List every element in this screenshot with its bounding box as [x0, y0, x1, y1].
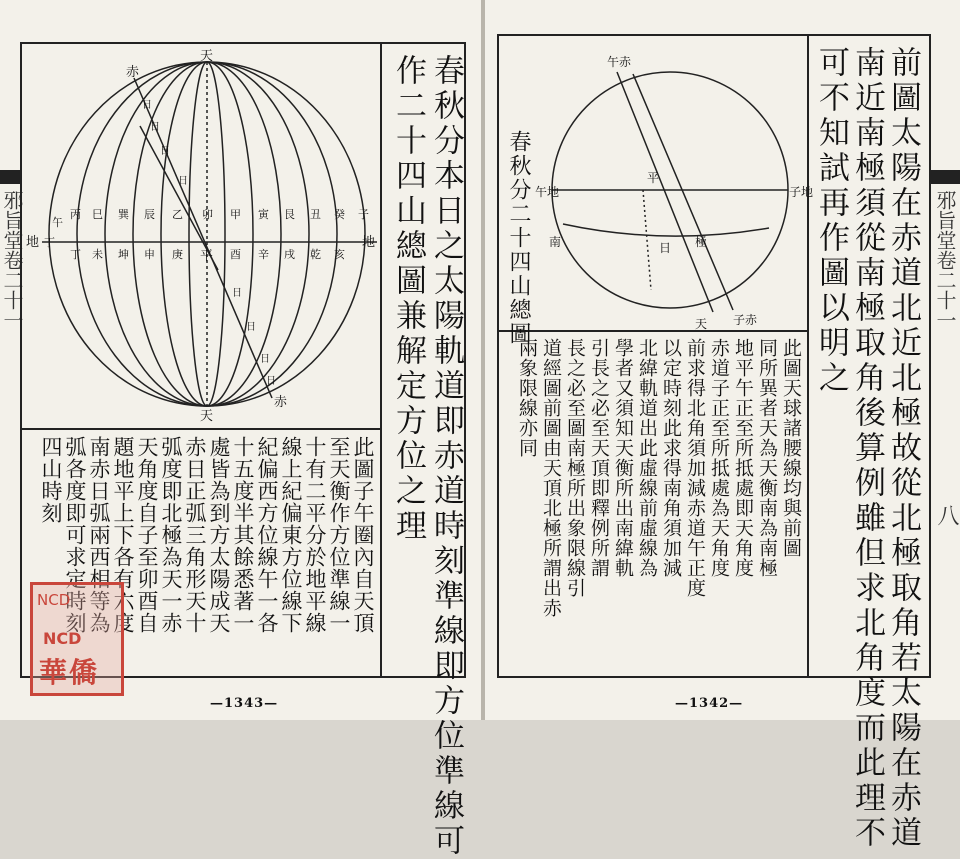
right-page-number: —1342— — [675, 696, 744, 711]
svg-text:乙: 乙 — [172, 208, 183, 221]
svg-text:辰: 辰 — [144, 208, 155, 221]
svg-text:丁: 丁 — [70, 248, 81, 261]
svg-text:日: 日 — [266, 376, 276, 387]
diag-bottom: 天 — [695, 317, 708, 331]
left-margin-tab: 邪旨堂卷二十一 — [0, 190, 24, 330]
diag-sun: 日 — [659, 241, 672, 255]
right-title-col-2: 南近南極須從南極取角後算例雖但求北角度而此理不 — [849, 46, 885, 851]
diag-lower-right: 極 — [695, 235, 708, 249]
meridian-4 — [161, 62, 253, 406]
svg-text:癸: 癸 — [334, 208, 345, 221]
svg-text:日: 日 — [160, 146, 170, 157]
right-page: 邪旨堂卷二十一 八 前圖太陽在赤道北近北極故從北極取角若太陽在赤道 南近南極須從南極取角後算例雖但求北角度而此理不 可不知試再作圖以明之 春秋分二十四山總圖 午赤 午地 子地 平 日 子赤 天 極 南 此圖天球諸腰線均與前圖 同所異者天為天衡南為南極 地平午正至所抵處即天角度 赤道子正至所抵處為天角度 前求得北角須加減赤道午正度 以定時刻此求得南角須加減 北緯軌道出此虛線前虛線為 學者又須知天衡所出南緯軌 引長之必至天頂即釋例所謂 長之必至圖南極所出象限線引 道經圖前圖由天頂北極所謂出赤 兩象限線亦同 —1342— — [485, 0, 960, 720]
svg-text:丙: 丙 — [70, 208, 81, 221]
diag-left-low: 南 — [549, 235, 562, 249]
svg-text:日: 日 — [142, 100, 152, 111]
right-circle-diagram — [535, 40, 814, 331]
meridian-2 — [105, 62, 309, 406]
diag-label-bottom: 天 — [200, 409, 214, 424]
diag-center: 平 — [647, 171, 660, 185]
right-margin-page: 八 — [934, 504, 959, 526]
meridian-3 — [133, 62, 281, 406]
svg-text:坤: 坤 — [118, 248, 129, 261]
svg-text:日: 日 — [246, 322, 256, 333]
watermark-stamp: NCD NCD 華僑 — [30, 582, 124, 696]
right-title-col-1: 前圖太陽在赤道北近北極故從北極取角若太陽在赤道 — [885, 46, 921, 851]
svg-text:巳: 巳 — [92, 208, 103, 221]
diag-label-end: 赤 — [274, 395, 288, 410]
svg-text:子: 子 — [358, 208, 369, 221]
svg-text:卯: 卯 — [202, 208, 213, 221]
svg-text:丑: 丑 — [310, 208, 321, 221]
left-globe-diagram — [22, 46, 382, 426]
diag-label-top: 天 — [200, 49, 214, 64]
svg-text:未: 未 — [92, 248, 103, 261]
svg-text:艮: 艮 — [284, 208, 295, 221]
diag-left: 午地 — [535, 185, 560, 199]
meridian-1 — [77, 62, 337, 406]
ecliptic-arc — [563, 224, 769, 236]
left-title-col-2: 作二十四山總圖兼解定方位之理 — [390, 54, 426, 544]
svg-text:日: 日 — [232, 288, 242, 299]
right-col-divider — [807, 34, 809, 678]
svg-text:巽: 巽 — [118, 208, 129, 221]
right-margin-tab: 邪旨堂卷二十一 — [933, 190, 957, 330]
diag-label-center: 平 — [200, 249, 214, 264]
diag-right: 子地 — [789, 185, 814, 199]
svg-text:辛: 辛 — [258, 248, 269, 261]
svg-text:丁: 丁 — [44, 236, 55, 249]
right-diagram-caption: 春秋分二十四山總圖 — [506, 130, 531, 346]
left-page-number: —1343— — [210, 696, 279, 711]
right-margin-bar — [931, 170, 960, 184]
svg-text:日: 日 — [150, 122, 160, 133]
svg-text:日: 日 — [178, 176, 188, 187]
svg-text:日: 日 — [260, 354, 270, 365]
left-inner-divider — [20, 428, 380, 430]
globe-outline — [49, 62, 365, 406]
left-margin-bar — [0, 170, 22, 184]
right-title-col-3: 可不知試再作圖以明之 — [813, 46, 849, 396]
svg-text:午: 午 — [52, 216, 63, 229]
axis-line — [617, 72, 713, 312]
meridian-5 — [189, 62, 225, 406]
diag-label-left-end: 地 — [26, 235, 40, 250]
dotted-line — [643, 190, 651, 290]
diag-label-right-end: 地 — [362, 235, 376, 250]
svg-text:戌: 戌 — [284, 248, 295, 261]
svg-text:亥: 亥 — [334, 248, 345, 261]
svg-text:酉: 酉 — [230, 248, 241, 261]
right-inner-divider — [497, 330, 807, 332]
diag-top: 午赤 — [607, 55, 632, 69]
diag-bottom-right: 子赤 — [733, 313, 758, 327]
svg-text:申: 申 — [144, 248, 155, 261]
svg-text:甲: 甲 — [230, 208, 241, 221]
diag-label-pole: 赤 — [126, 65, 140, 80]
svg-text:寅: 寅 — [258, 208, 269, 221]
svg-text:乾: 乾 — [310, 248, 321, 261]
left-title-col-1: 春秋分本日之太陽軌道即赤道時刻準線即方位準線可 — [428, 54, 464, 859]
axis-line-2 — [633, 74, 733, 310]
svg-text:庚: 庚 — [172, 248, 183, 261]
left-page: 邪旨堂卷二十一 春秋分本日之太陽軌道即赤道時刻準線即方位準線可 作二十四山總圖兼解定方位之理 天 天 赤 赤 平 地 地 子 癸 丑 艮 寅 甲 卯 乙 辰 巽 巳 丙 午 丁 亥 乾 戌 辛 酉 庚 申 坤 未 丁 日 日 日 日 日 日 日 日 此圖子午圈內自天頂 至天衡作方位準線一 十有二平分於地平線 線上紀偏東方位線下 紀偏西方位線午一各 十五度半其餘悉著一 處皆為到方太陽成天 赤日正弧三角形天十 弧度即北極為天一赤 天角度自子至卯酉自 題地平上下各有六度 南赤日弧兩西相等為 弧各度即可求定時刻 四山時刻 —1343— NCD NCD 華僑 — [0, 0, 481, 720]
